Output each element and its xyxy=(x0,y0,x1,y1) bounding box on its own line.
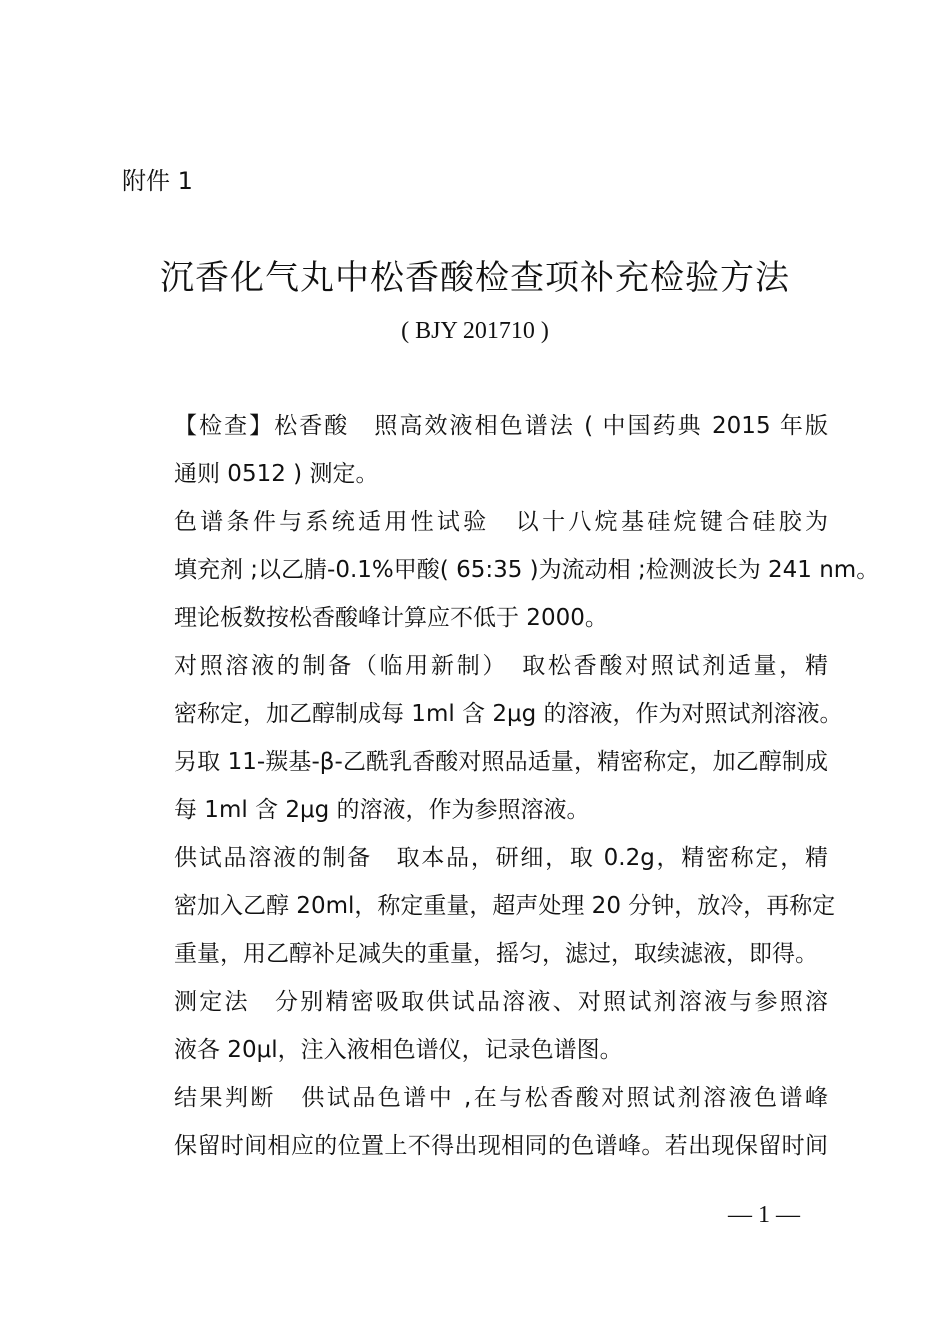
paragraph-procedure xyxy=(122,978,828,1074)
paragraph-result xyxy=(122,1074,828,1170)
text-line: 通则 0512 ) 测定。 xyxy=(174,461,379,487)
text-line: 重量，用乙醇补足减失的重量，摇匀，滤过，取续滤液，即得。 xyxy=(174,941,818,967)
text-line: 测定法 分别精密吸取供试品溶液、对照试剂溶液与参照溶 xyxy=(174,989,828,1015)
text-line: 液各 20μl，注入液相色谱仪，记录色谱图。 xyxy=(174,1037,623,1063)
paragraph-reference-solution xyxy=(122,642,843,834)
page-number: — 1 — xyxy=(728,1202,800,1228)
document-code: ( BJY 201710 ) xyxy=(401,318,549,344)
text-line: 密称定，加乙醇制成每 1ml 含 2μg 的溶液，作为对照试剂溶液。 xyxy=(174,701,843,727)
paragraph-test-solution xyxy=(122,834,836,978)
text-line: 保留时间相应的位置上不得出现相同的色谱峰。若出现保留时间 xyxy=(174,1133,828,1159)
text-line: 填充剂 ;以乙腈-0.1%甲酸( 65:35 )为流动相 ;检测波长为 241 nm。 xyxy=(174,557,880,583)
text-line: 供试品溶液的制备 取本品，研细，取 0.2g，精密称定，精 xyxy=(174,845,828,871)
text-line: 色谱条件与系统适用性试验 以十八烷基硅烷键合硅胶为 xyxy=(174,509,828,535)
document-title: 沉香化气丸中松香酸检查项补充检验方法 xyxy=(160,258,790,298)
text-line: 每 1ml 含 2μg 的溶液，作为参照溶液。 xyxy=(174,797,590,823)
text-line: 理论板数按松香酸峰计算应不低于 2000。 xyxy=(174,605,608,631)
text-line: 对照溶液的制备（临用新制） 取松香酸对照试剂适量，精 xyxy=(174,653,828,679)
attachment-label: 附件 1 xyxy=(122,167,193,195)
text-line: 【检查】松香酸 照高效液相色谱法 ( 中国药典 2015 年版 xyxy=(174,413,828,439)
paragraph-check xyxy=(122,402,828,498)
text-line: 结果判断 供试品色谱中 ,在与松香酸对照试剂溶液色谱峰 xyxy=(174,1085,828,1111)
document-body xyxy=(122,402,880,1170)
paragraph-chromatographic-conditions xyxy=(122,498,880,642)
text-line: 密加入乙醇 20ml，称定重量，超声处理 20 分钟，放冷，再称定 xyxy=(174,893,836,919)
text-line: 另取 11-羰基-β-乙酰乳香酸对照品适量，精密称定，加乙醇制成 xyxy=(174,749,828,775)
